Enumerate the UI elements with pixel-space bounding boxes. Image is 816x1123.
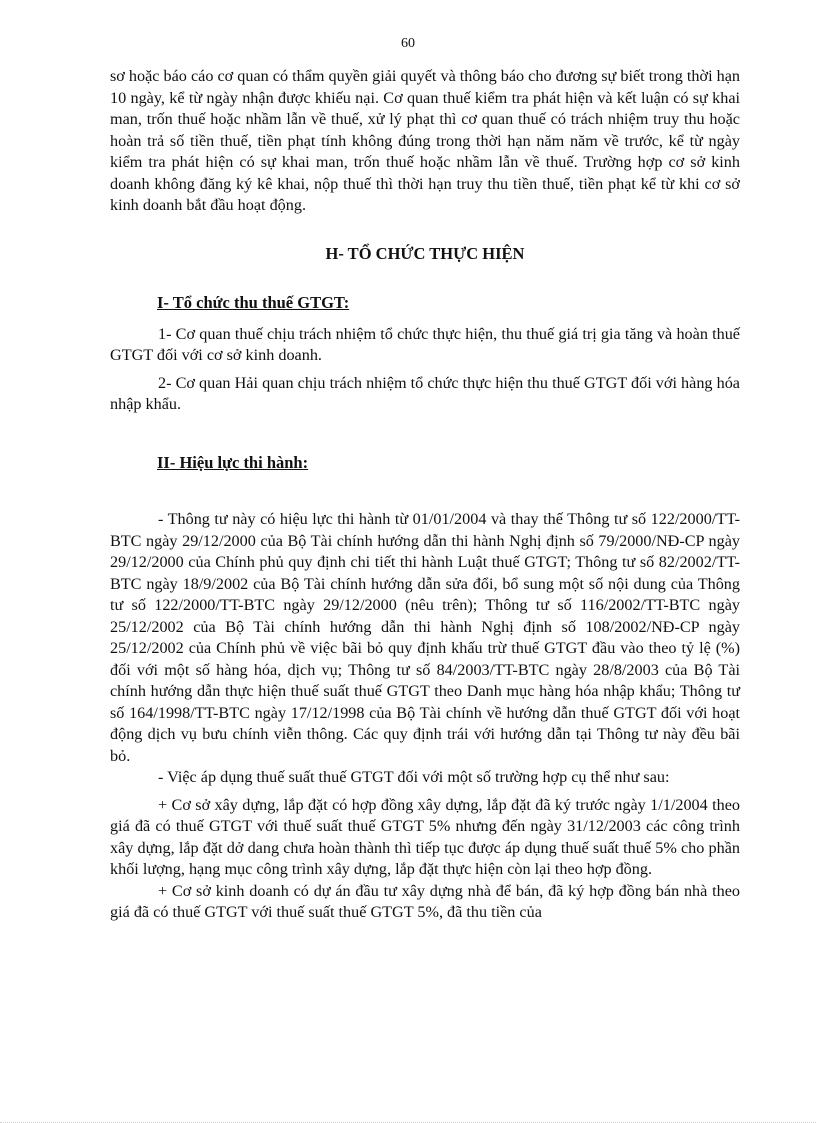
section-ii-paragraph-2: - Việc áp dụng thuế suất thuế GTGT đối với một số trường hợp cụ thể như sau: (158, 768, 670, 786)
section-i-item-2: 2- Cơ quan Hải quan chịu trách nhiệm tổ chức thực hiện thu thuế GTGT đối với hàng hóa nhập khẩu. (110, 373, 740, 413)
section-h-title: H- TỔ CHỨC THỰC HIỆN (325, 243, 525, 263)
section-ii-title: II- Hiệu lực thi hành: (157, 452, 309, 472)
page-number: 60 (401, 36, 415, 51)
paragraph-continuation: sơ hoặc báo cáo cơ quan có thẩm quyền giải quyết và thông báo cho đương sự biết trong thời hạn 10 ngày, kể từ ngày nhận được khiếu nại. Cơ quan thuế kiểm tra phát hiện và kết luận có sự khai man, trốn thuế hoặc nhầm lẫn về thuế, xử lý phạt thì cơ quan thuế có trách nhiệm truy thu hoặc hoàn trả số tiền thuế, tiền phạt tính không đúng trong thời hạn năm năm về trước, kể từ ngày kiểm tra phát hiện có sự khai man, trốn thuế hoặc nhầm lẫn về thuế. Trường hợp cơ sở kinh doanh không đăng ký kê khai, nộp thuế thì thời hạn truy thu tiền thuế, tiền phạt kể từ khi cơ sở kinh doanh bắt đầu hoạt động. (110, 67, 740, 214)
section-i-item-1: 1- Cơ quan thuế chịu trách nhiệm tổ chức thực hiện, thu thuế giá trị gia tăng và hoàn thuế GTGT đối với cơ sở kinh doanh. (110, 324, 740, 364)
document-body (110, 66, 740, 924)
section-ii-paragraph-3: + Cơ sở xây dựng, lắp đặt có hợp đồng xây dựng, lắp đặt đã ký trước ngày 1/1/2004 theo giá đã có thuế GTGT với thuế suất thuế GTGT 5% nhưng đến ngày 31/12/2003 các công trình xây dựng, lắp đặt dở dang chưa hoàn thành thì tiếp tục được áp dụng thuế suất thuế 5% cho phần khối lượng, hạng mục công trình xây dựng, lắp đặt thực hiện còn lại theo hợp đồng. (110, 795, 740, 878)
section-ii-paragraph-1: - Thông tư này có hiệu lực thi hành từ 01/01/2004 và thay thế Thông tư số 122/2000/TT-BTC ngày 29/12/2000 của Bộ Tài chính hướng dẫn thi hành Nghị định số 79/2000/NĐ-CP ngày 29/12/2000 của Chính phủ quy định chi tiết thi hành Luật thuế GTGT; Thông tư số 82/2002/TT-BTC ngày 18/9/2002 của Bộ Tài chính hướng dẫn sửa đổi, bổ sung một số nội dung của Thông tư số 122/2000/TT-BTC ngày 29/12/2000 (nêu trên); Thông tư số 116/2002/TT-BTC ngày 25/12/2002 của Bộ Tài chính hướng dẫn thi hành Nghị định số 108/2002/NĐ-CP ngày 25/12/2002 của Chính phủ về việc bãi bỏ quy định khấu trừ thuế GTGT đầu vào theo tỷ lệ (%) đối với một số hàng hóa, dịch vụ; Thông tư số 84/2003/TT-BTC ngày 28/8/2003 của Bộ Tài chính hướng dẫn thực hiện thuế suất thuế GTGT theo Danh mục hàng hóa nhập khẩu; Thông tư số 164/1998/TT-BTC ngày 17/12/1998 của Bộ Tài chính về hướng dẫn thuế GTGT đối với hoạt động dịch vụ bưu chính viễn thông. Các quy định trái với hướng dẫn tại Thông tư này đều bãi bỏ. (110, 510, 740, 765)
section-ii-paragraph-4: + Cơ sở kinh doanh có dự án đầu tư xây dựng nhà để bán, đã ký hợp đồng bán nhà theo giá đã có thuế GTGT với thuế suất thuế GTGT 5%, đã thu tiền của (110, 881, 740, 921)
section-i-title: I- Tổ chức thu thuế GTGT: (157, 293, 350, 312)
